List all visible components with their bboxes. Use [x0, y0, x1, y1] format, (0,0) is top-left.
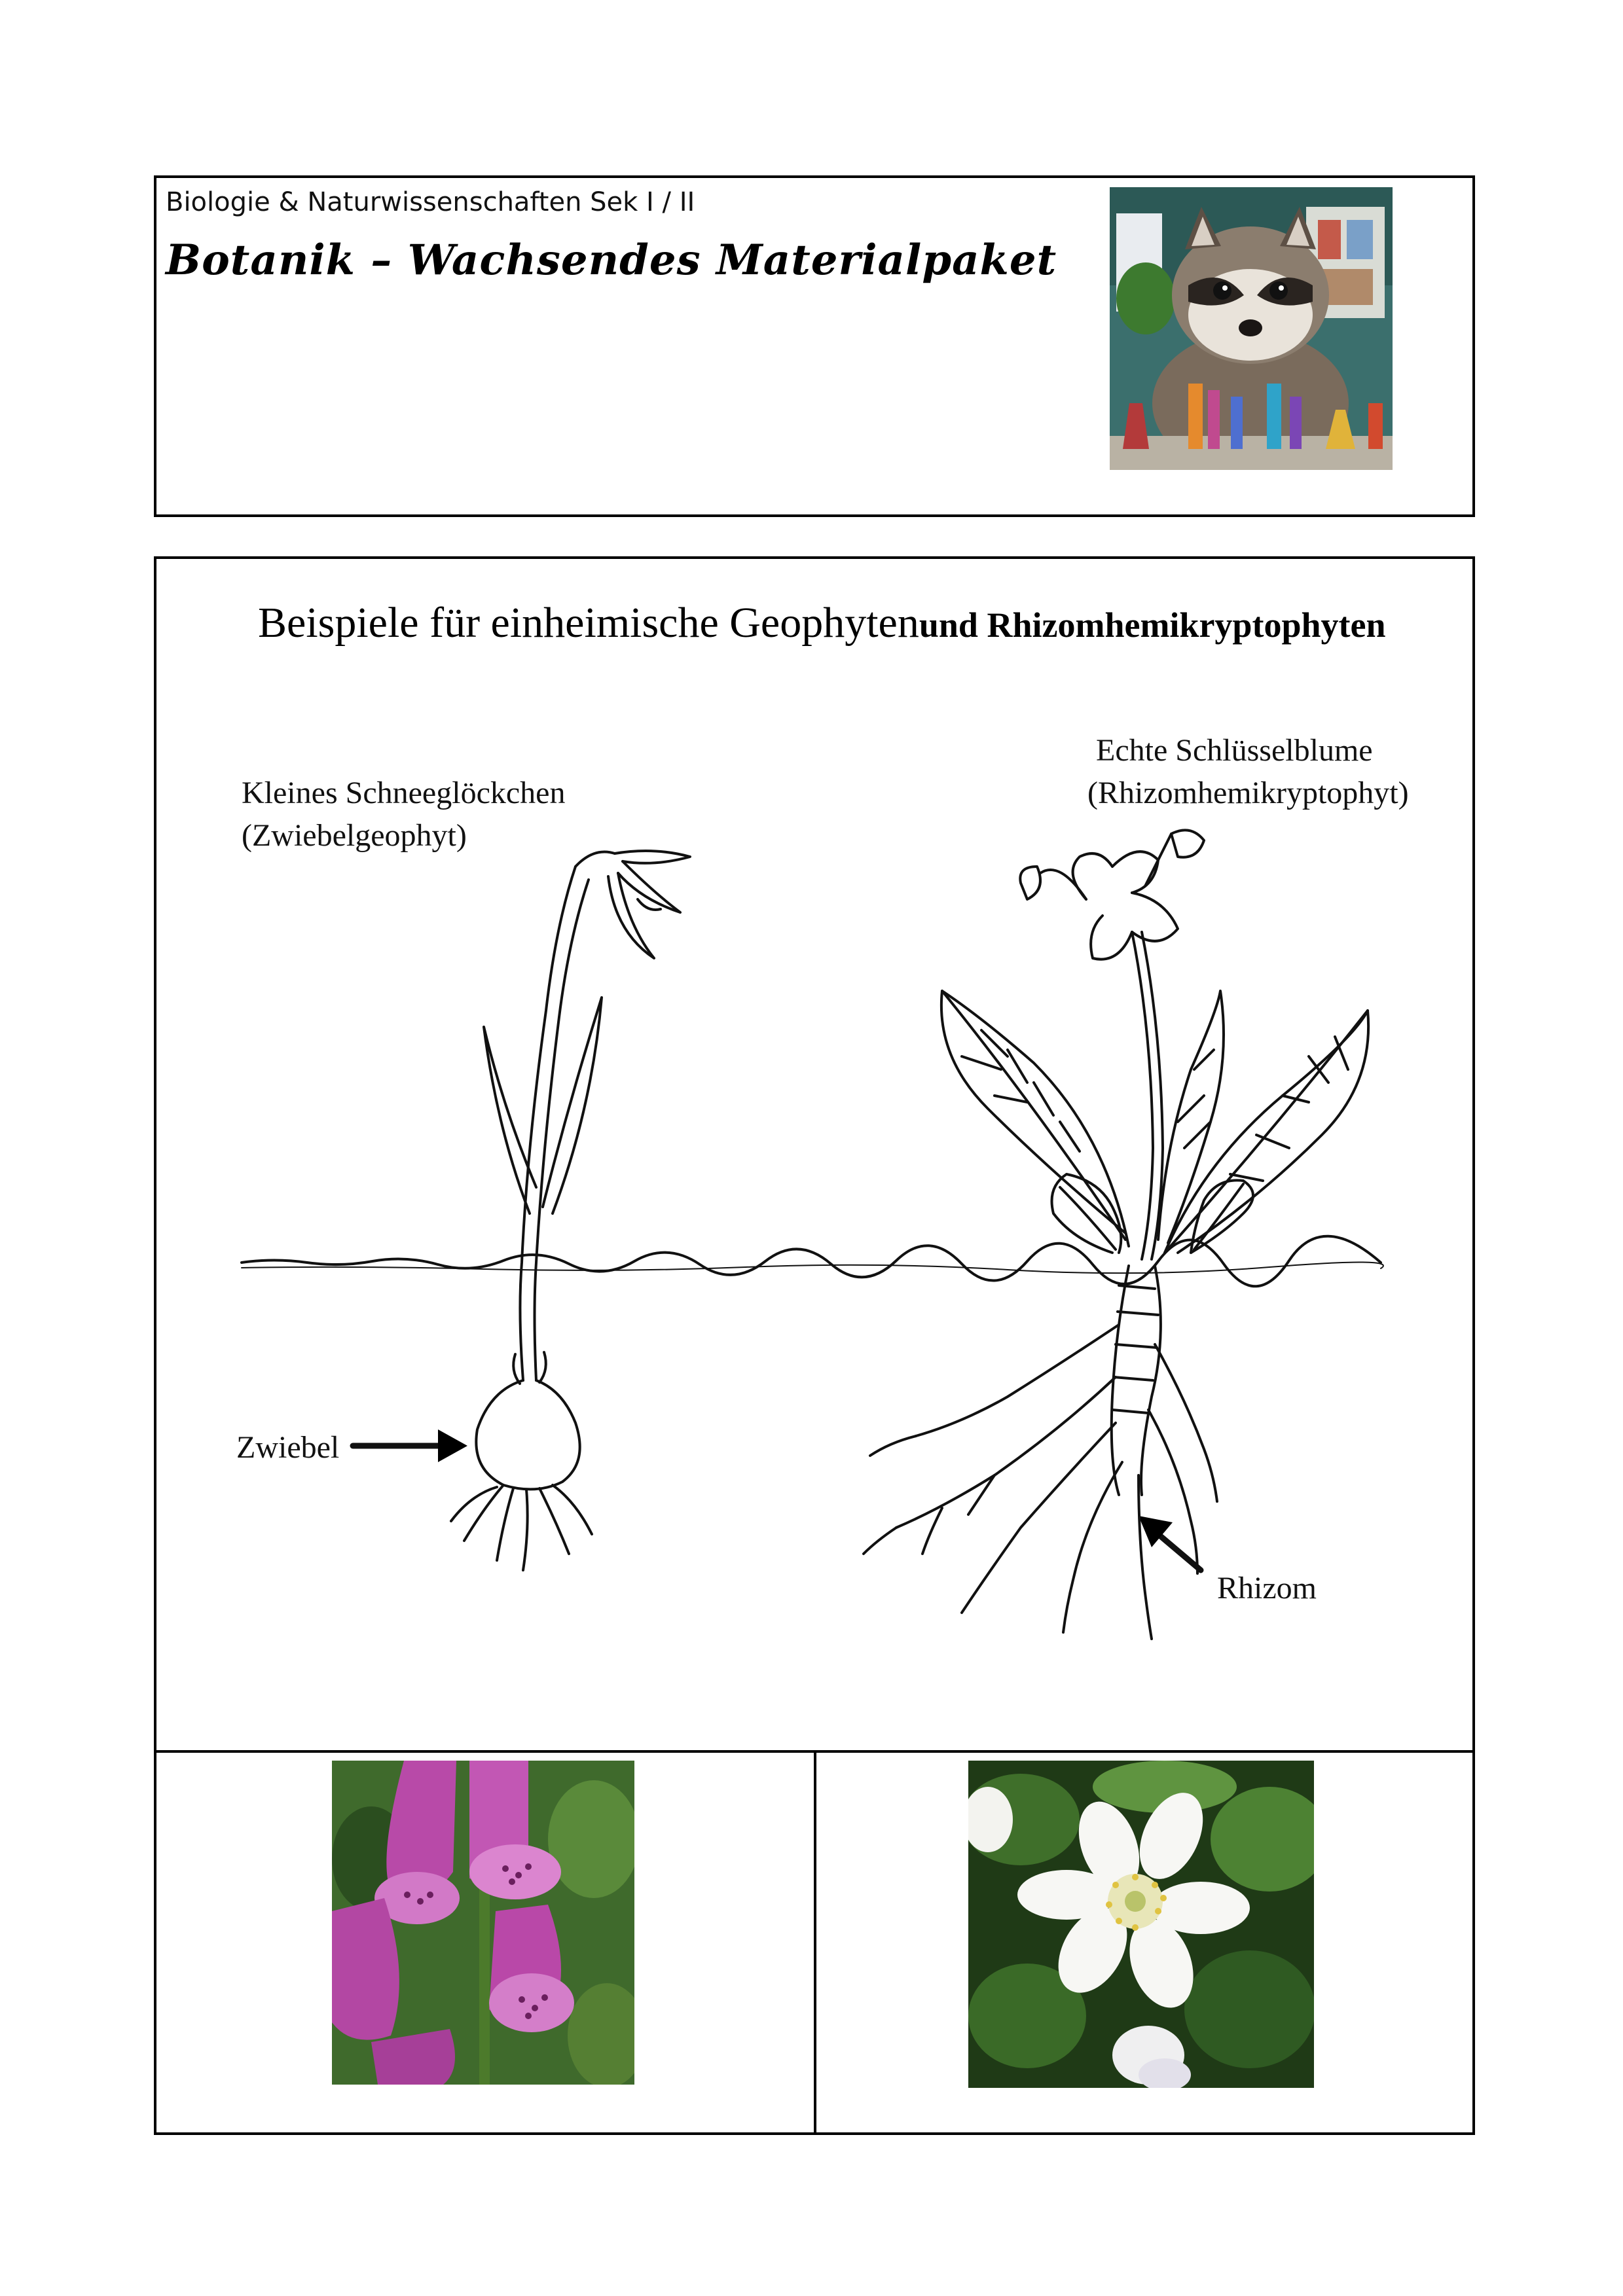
snowdrop-name: Kleines Schneeglöckchen: [242, 776, 566, 810]
document-title: Botanik – Wachsendes Materialpaket: [166, 236, 1057, 285]
primrose-type: (Rhizomhemikryptophyt): [1087, 776, 1409, 810]
plant-diagram: [156, 559, 1472, 1750]
primrose-name: Echte Schlüsselblume: [1096, 733, 1373, 768]
ground-line: [242, 1236, 1381, 1287]
diagram-title-part1: Beispiele für einheimische Geophyten: [258, 599, 919, 647]
plant-drawing: [156, 559, 1472, 1750]
diagram-title-part2: und Rhizomhemikryptophyten: [919, 605, 1386, 645]
snowdrop-drawing: [451, 851, 690, 1570]
raccoon-scientist-icon: [1110, 187, 1393, 470]
foxglove-flower-photo: [332, 1761, 634, 2085]
header-box: [154, 175, 1475, 517]
subject-line: Biologie & Naturwissenschaften Sek I / II: [166, 187, 695, 217]
wood-anemone-flower-photo: [968, 1761, 1314, 2088]
main-box: [154, 556, 1475, 2135]
rhizome-label: Rhizom: [1217, 1571, 1317, 1605]
vertical-divider: [814, 1750, 816, 2132]
snowdrop-type: (Zwiebelgeophyt): [242, 818, 467, 853]
primrose-drawing: [864, 830, 1368, 1639]
bulb-label: Zwiebel: [236, 1430, 340, 1465]
